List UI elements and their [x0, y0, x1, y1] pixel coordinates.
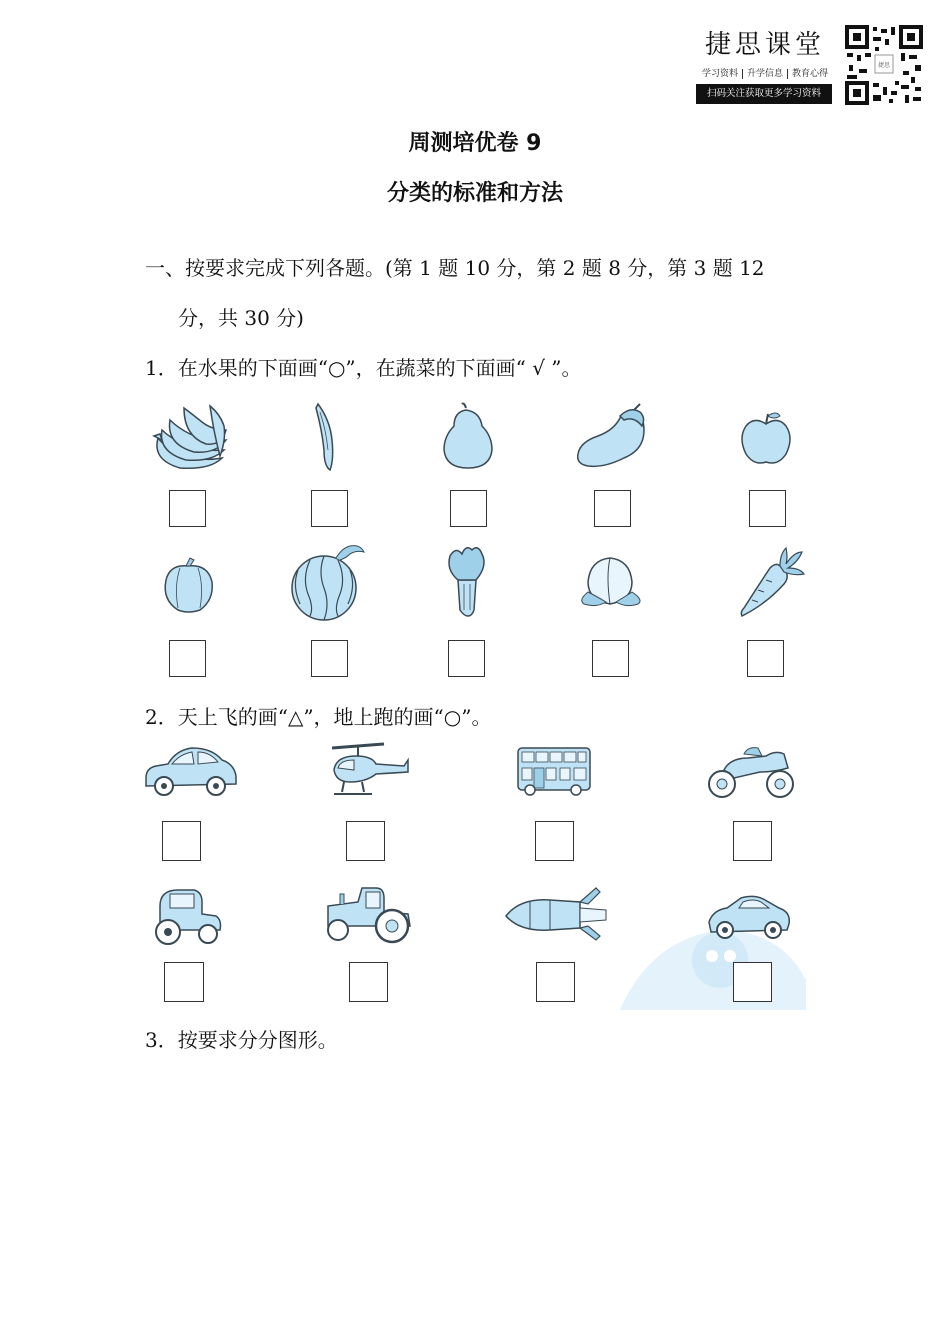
question-2-text: 2．天上飞的画“△”，地上跑的画“○”。	[145, 705, 492, 729]
answer-box-pear[interactable]	[450, 490, 487, 527]
answer-box-watermelon[interactable]	[311, 640, 348, 677]
sports-car-icon	[705, 890, 793, 946]
carrot-icon	[736, 546, 806, 620]
helicopter-icon	[326, 742, 410, 802]
double-decker-bus-icon	[516, 744, 594, 798]
small-tractor-icon	[146, 886, 224, 946]
peach-icon	[576, 552, 646, 612]
eggplant-icon	[574, 402, 650, 472]
svg-text:捷思: 捷思	[877, 62, 891, 69]
answer-box-bus[interactable]	[535, 821, 574, 861]
answer-box-banana[interactable]	[169, 490, 206, 527]
answer-box-carrot[interactable]	[747, 640, 784, 677]
section-heading: 一、按要求完成下列各题。(第 1 题 10 分，第 2 题 8 分，第 3 题 12	[145, 256, 765, 280]
rocket-icon	[500, 884, 610, 944]
answer-box-tractor[interactable]	[349, 962, 388, 1002]
brand-tag: 升学信息	[743, 69, 788, 79]
bell-pepper-icon	[160, 556, 218, 616]
brand-tag: 教育心得	[792, 69, 829, 79]
answer-box-sports-car[interactable]	[733, 962, 772, 1002]
brand-tag: 学习资料	[698, 69, 743, 79]
answer-box-rocket[interactable]	[536, 962, 575, 1002]
car-icon	[142, 742, 240, 802]
answer-box-eggplant[interactable]	[594, 490, 631, 527]
answer-box-small-tractor[interactable]	[164, 962, 204, 1002]
brand-bar: 扫码关注获取更多学习资料	[696, 84, 832, 104]
question-1-text: 1．在水果的下面画“○”，在蔬菜的下面画“ √ ”。	[145, 356, 582, 380]
answer-box-green-bean[interactable]	[311, 490, 348, 527]
apple-icon	[738, 408, 794, 468]
green-bean-icon	[312, 400, 342, 472]
answer-box-car[interactable]	[162, 821, 201, 861]
page-subtitle: 分类的标准和方法	[386, 181, 563, 206]
banana-icon	[150, 400, 230, 472]
answer-box-bell-pepper[interactable]	[169, 640, 206, 677]
celery-icon	[442, 540, 490, 620]
motorcycle-icon	[704, 738, 796, 802]
section-heading-cont: 分，共 30 分)	[178, 306, 304, 330]
tractor-icon	[318, 884, 416, 946]
qr-code-icon	[845, 25, 923, 105]
answer-box-celery[interactable]	[448, 640, 485, 677]
page-title: 周测培优卷 9	[408, 131, 542, 156]
pear-icon	[440, 400, 496, 472]
brand-name: 捷思课堂	[705, 30, 826, 60]
brand-tags	[698, 66, 832, 79]
brand-logo	[693, 22, 833, 106]
answer-box-apple[interactable]	[749, 490, 786, 527]
answer-box-motorcycle[interactable]	[733, 821, 772, 861]
answer-box-peach[interactable]	[592, 640, 629, 677]
watermelon-icon	[288, 538, 368, 622]
question-3-text: 3．按要求分分图形。	[145, 1028, 338, 1052]
answer-box-helicopter[interactable]	[346, 821, 385, 861]
